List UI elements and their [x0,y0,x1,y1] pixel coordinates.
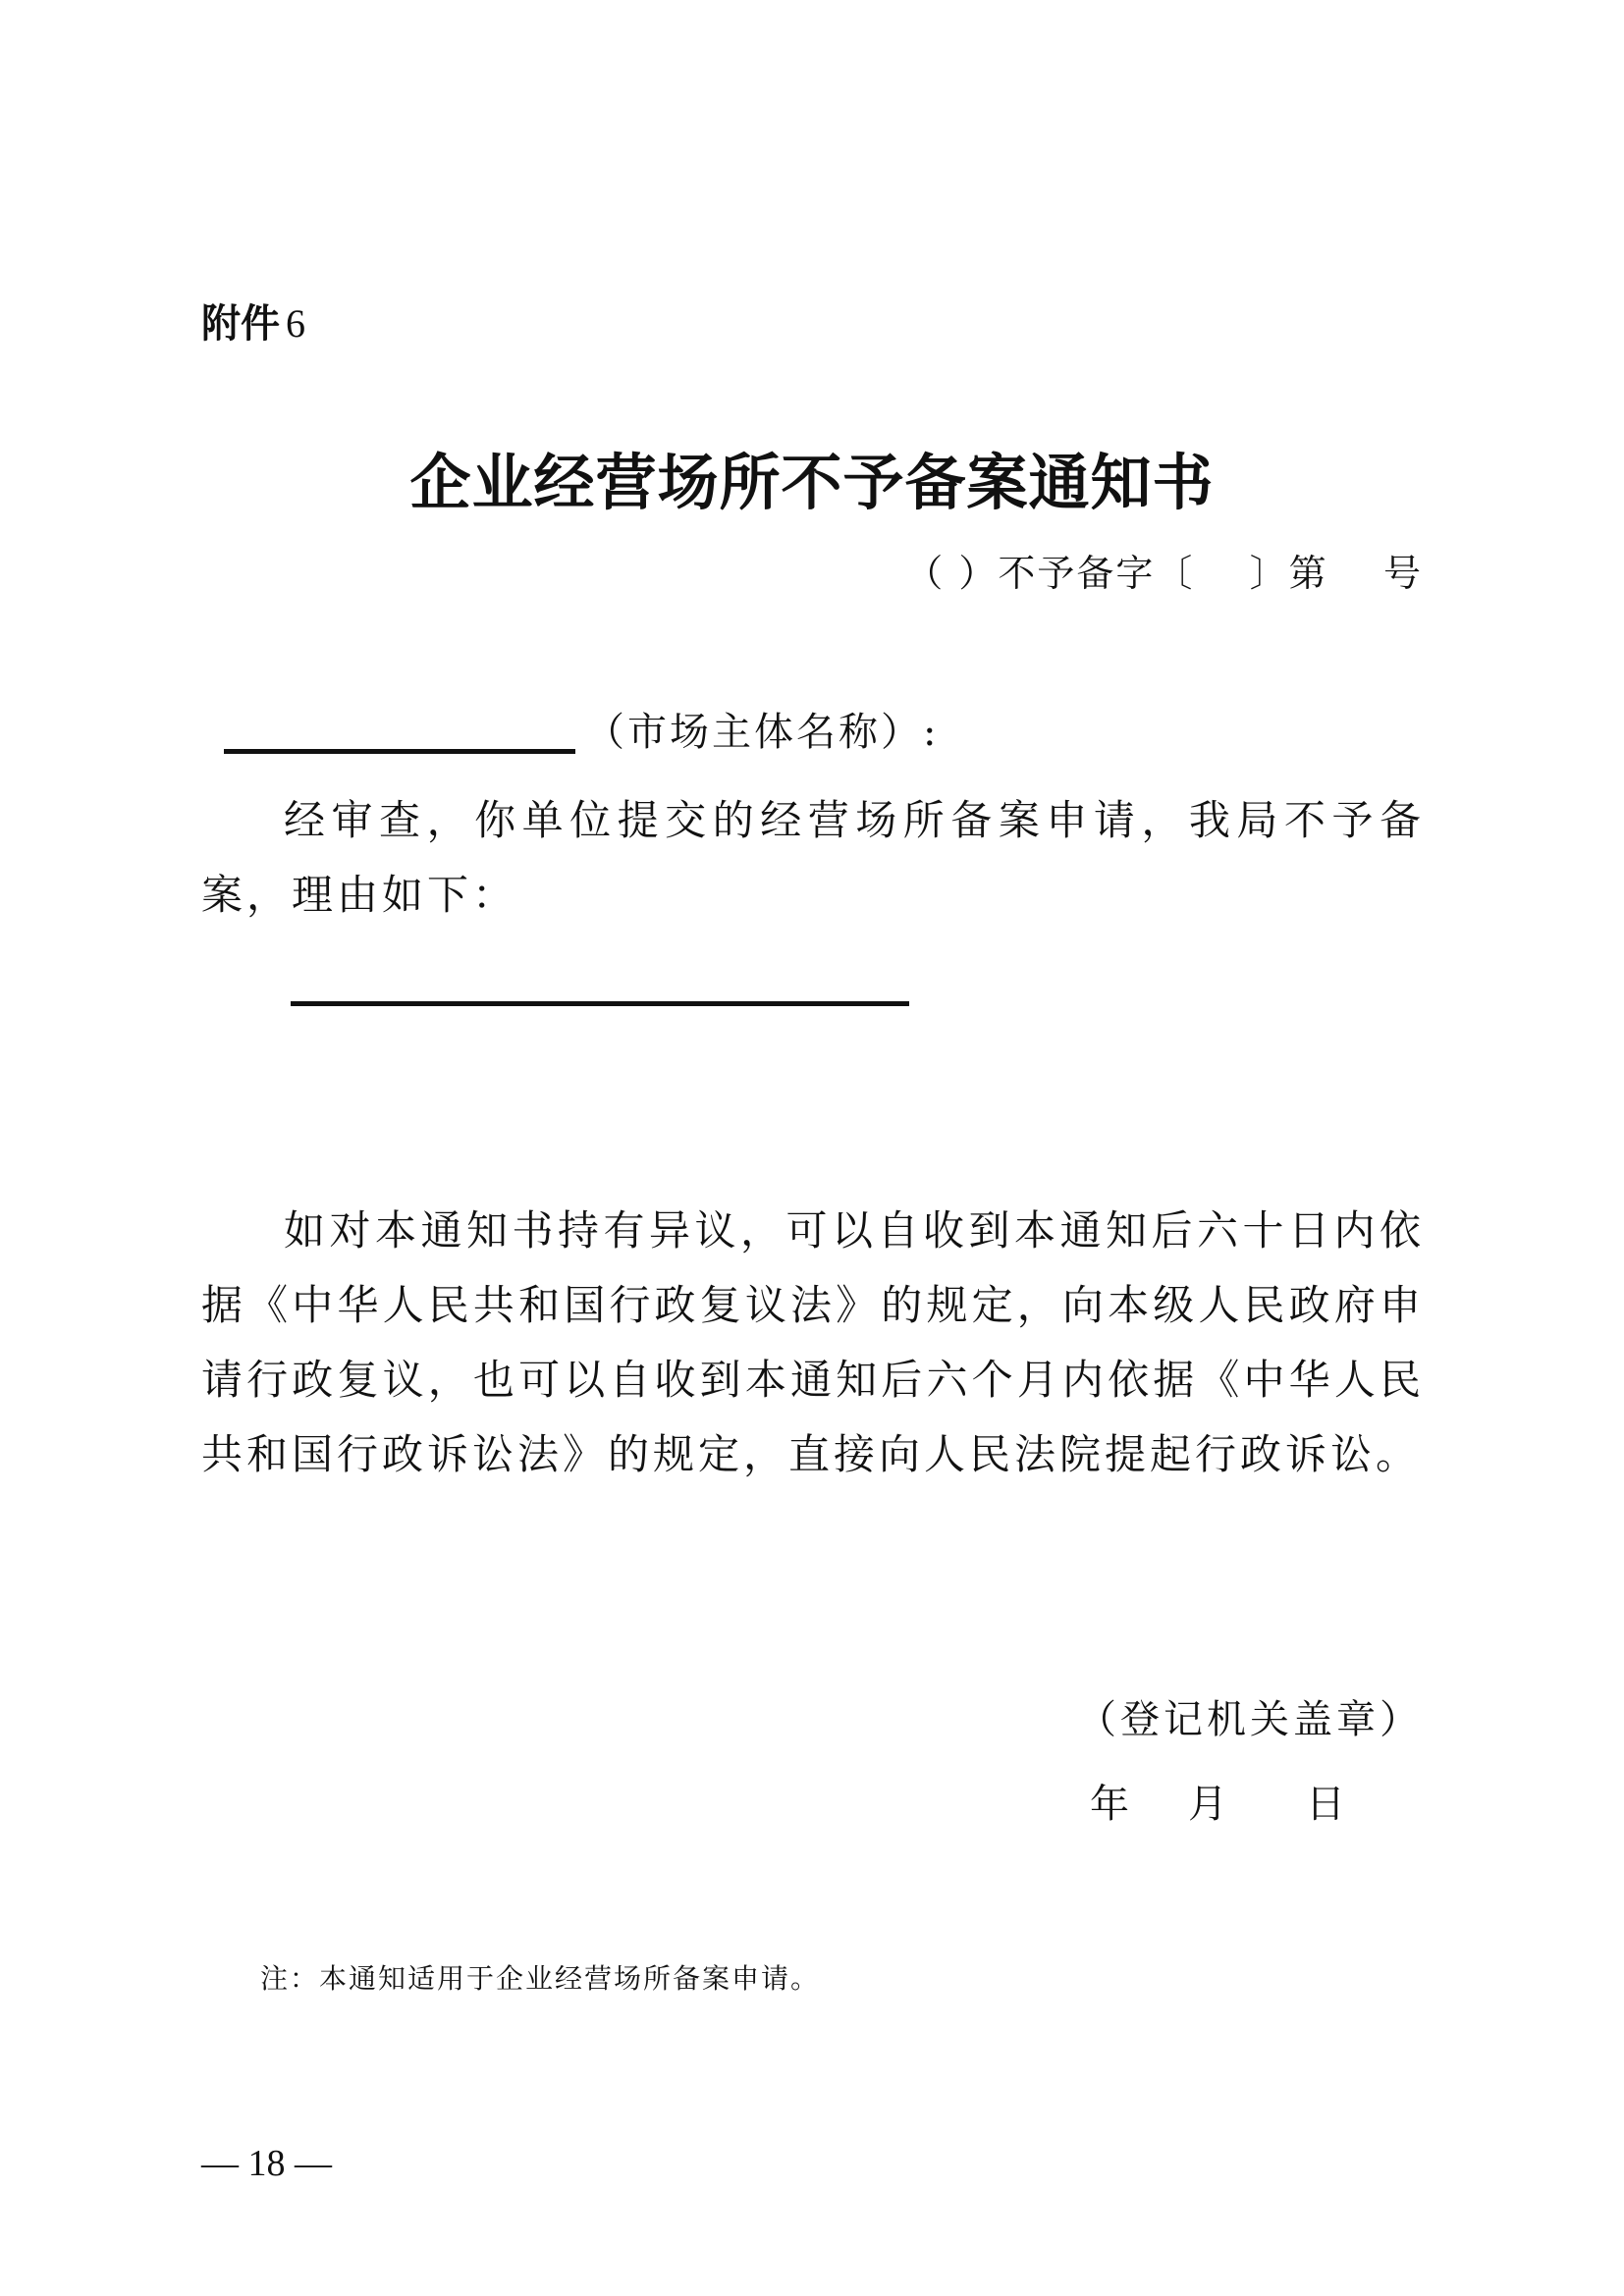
date-year: 年 [1090,1782,1129,1827]
attachment-prefix: 附件 [201,301,280,347]
appeal-paragraph: 如对本通知书持有异议，可以自收到本通知后六十日内依据《中华人民共和国行政复议法》的规定，向本级人民政府申请行政复议，也可以自收到本通知后六个月内依据《中华人民共和国行政诉讼法》的规定，直接向人民法院提起行政诉讼。 [201,1206,1425,1478]
addressee-blank [224,749,575,754]
date-day: 日 [1306,1782,1345,1827]
attachment-label [201,294,305,353]
document-number: （ ）不予备字〔 〕第 号 [905,552,1423,595]
date-month: 月 [1188,1782,1227,1827]
attachment-number: 6 [286,301,305,346]
page-number: — 18 — [201,2143,332,2184]
addressee-line [224,703,939,762]
document-title: 企业经营场所不予备案通知书 [409,447,1215,518]
footnote: 注：本通知适用于企业经营场所备案申请。 [260,1962,821,1995]
review-paragraph: 经审查，你单位提交的经营场所备案申请，我局不予备案，理由如下： [201,796,1425,919]
seal-label: （登记机关盖章） [1077,1697,1423,1742]
date-line [1090,1775,1345,1834]
reason-blank [291,1001,909,1006]
addressee-label: （市场主体名称）: [585,710,940,755]
